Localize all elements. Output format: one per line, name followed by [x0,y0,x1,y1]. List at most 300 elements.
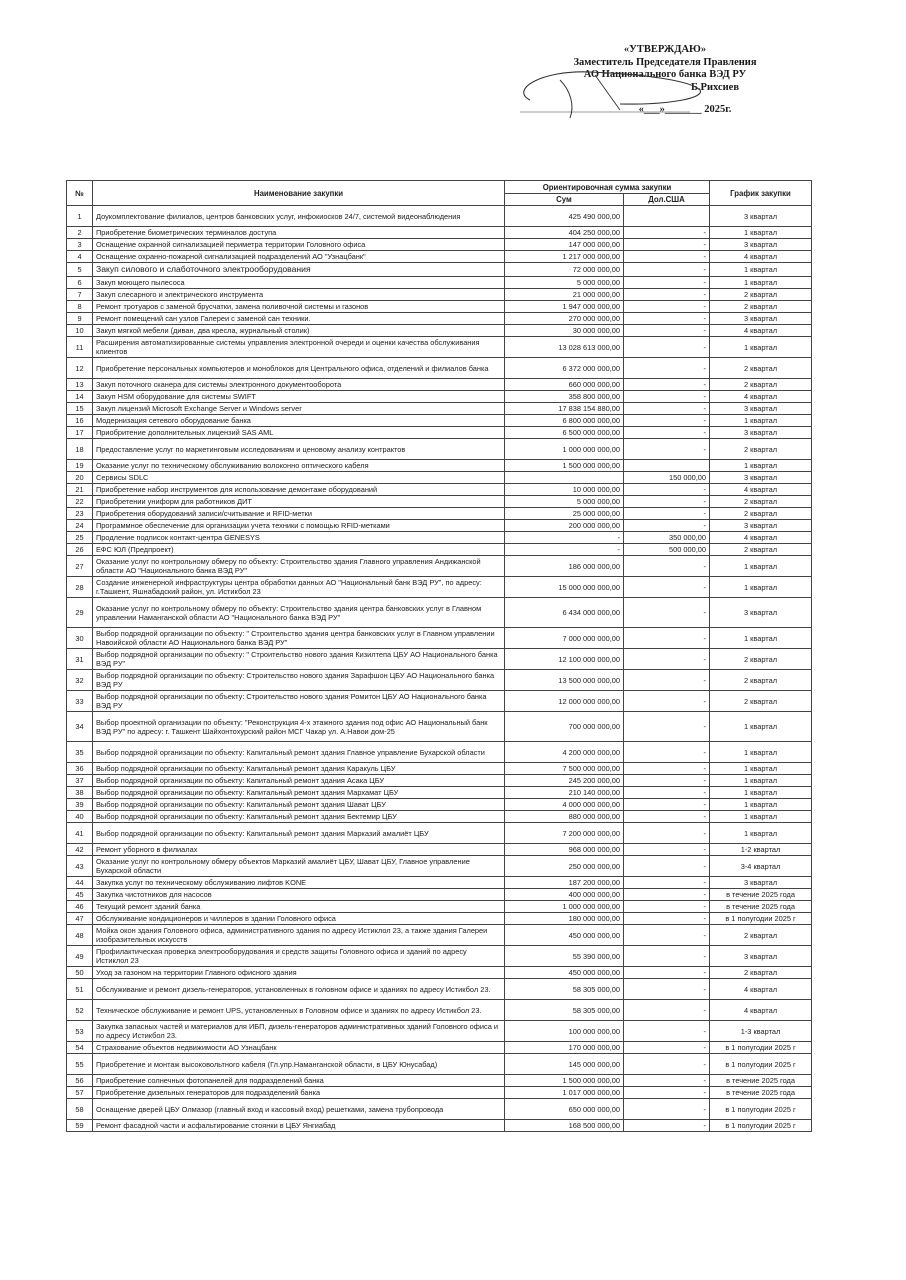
procurement-schedule: 2 квартал [710,544,812,556]
sum-uzs: 58 305 000,00 [505,1000,624,1021]
sum-usd: - [624,1000,710,1021]
row-number: 12 [67,358,93,379]
sum-uzs: 1 000 000 000,00 [505,901,624,913]
procurement-schedule: 1 квартал [710,823,812,844]
procurement-schedule: 3 квартал [710,877,812,889]
row-number: 14 [67,391,93,403]
procurement-schedule: 1 квартал [710,712,812,742]
row-number: 18 [67,439,93,460]
procurement-schedule: 1 квартал [710,577,812,598]
sum-usd: - [624,379,710,391]
procurement-name: ЕФС ЮЛ (Предпроект) [93,544,505,556]
sum-uzs: 1 017 000 000,00 [505,1087,624,1099]
sum-usd: - [624,520,710,532]
procurement-schedule: 2 квартал [710,691,812,712]
procurement-schedule: 1 квартал [710,460,812,472]
table-row [67,427,812,439]
procurement-name: Оснащение охранной сигнализацией периметра территории Головного офиса [93,239,505,251]
procurement-schedule: 1-3 квартал [710,1021,812,1042]
sum-uzs: 21 000 000,00 [505,289,624,301]
procurement-schedule: 2 квартал [710,301,812,313]
procurement-schedule: 2 квартал [710,358,812,379]
procurement-schedule: 1 квартал [710,787,812,799]
procurement-schedule: 2 квартал [710,289,812,301]
procurement-schedule: в течение 2025 года [710,889,812,901]
row-number: 27 [67,556,93,577]
procurement-name: Выбор подрядной организации по объекту: Капитальный ремонт здания Марказий амалиёт ЦБУ [93,823,505,844]
procurement-name: Закупка услуг по техническому обслуживанию лифтов KONE [93,877,505,889]
procurement-schedule: 4 квартал [710,1000,812,1021]
procurement-name: Закуп HSM оборудование для системы SWIFT [93,391,505,403]
sum-uzs: 12 000 000 000,00 [505,691,624,712]
sum-usd: - [624,1075,710,1087]
sum-usd: 350 000,00 [624,532,710,544]
procurement-schedule: в течение 2025 года [710,1087,812,1099]
table-row [67,1120,812,1132]
sum-usd: 150 000,00 [624,472,710,484]
table-row [67,763,812,775]
table-row [67,628,812,649]
row-number: 38 [67,787,93,799]
sum-usd: - [624,239,710,251]
sum-usd: - [624,1042,710,1054]
procurement-schedule: в течение 2025 года [710,1075,812,1087]
row-number: 37 [67,775,93,787]
row-number: 29 [67,598,93,628]
procurement-name: Выбор подрядной организации по объекту: Капитальный ремонт здания Бектемир ЦБУ [93,811,505,823]
sum-uzs: 660 000 000,00 [505,379,624,391]
header-number: № [67,181,93,206]
procurement-name: Закупка чистотников для насосов [93,889,505,901]
sum-uzs: 1 000 000 000,00 [505,439,624,460]
procurement-name: Выбор проектной организации по объекту: "Реконструкция 4-х этажного здания под офис АО Национальный банк ВЭД РУ" по адресу: г. Ташкент Шайхонтохурский район МСГ Чакар ул. А.Навои дом-25 [93,712,505,742]
procurement-schedule: 2 квартал [710,967,812,979]
sum-usd: - [624,670,710,691]
table-row [67,508,812,520]
signature-image [500,60,710,120]
table-row [67,415,812,427]
row-number: 25 [67,532,93,544]
sum-uzs: 187 200 000,00 [505,877,624,889]
row-number: 47 [67,913,93,925]
sum-usd: - [624,1087,710,1099]
procurement-schedule: 4 квартал [710,484,812,496]
procurement-name: Приобретение персональных компьютеров и моноблоков для Центрального офиса, отделений и филиалов банка [93,358,505,379]
sum-uzs: 147 000 000,00 [505,239,624,251]
sum-usd: - [624,313,710,325]
sum-usd: - [624,391,710,403]
table-row [67,460,812,472]
sum-uzs: 13 500 000 000,00 [505,670,624,691]
procurement-name: Сервисы SDLC [93,472,505,484]
sum-usd: - [624,889,710,901]
procurement-schedule: 2 квартал [710,670,812,691]
procurement-schedule: 4 квартал [710,391,812,403]
row-number: 22 [67,496,93,508]
sum-uzs: 13 028 613 000,00 [505,337,624,358]
procurement-name: Выбор подрядной организации по объекту: Капитальный ремонт здания Главное управление Бухарской области [93,742,505,763]
row-number: 30 [67,628,93,649]
row-number: 41 [67,823,93,844]
sum-uzs: 58 305 000,00 [505,979,624,1000]
procurement-name: Обслуживание и ремонт дизель-генераторов, установленных в головном офисе и зданиях по адресу Истикбол 23. [93,979,505,1000]
sum-uzs: 880 000 000,00 [505,811,624,823]
header-sum: Сум [505,194,624,206]
sum-usd: - [624,742,710,763]
table-row [67,544,812,556]
sum-uzs: 25 000 000,00 [505,508,624,520]
procurement-name: Закуп слесарного и электрического инструмента [93,289,505,301]
sum-uzs: 4 200 000 000,00 [505,742,624,763]
procurement-name: Профилактическая проверка электрооборудования и средств защиты Головного офиса и зданий по адресу Истиклол 23 [93,946,505,967]
row-number: 17 [67,427,93,439]
procurement-schedule: в 1 полугодии 2025 г [710,1042,812,1054]
procurement-name: Страхование объектов недвижимости АО Узнацбанк [93,1042,505,1054]
procurement-schedule: 1 квартал [710,415,812,427]
table-row [67,301,812,313]
sum-usd: - [624,301,710,313]
approver-organization: АО Национального банка ВЭД РУ [583,69,747,81]
row-number: 2 [67,227,93,239]
header-sum-group: Ориентировочная сумма закупки [505,181,710,194]
procurement-name: Приобретении униформ для работников ДИТ [93,496,505,508]
sum-uzs: 404 250 000,00 [505,227,624,239]
row-number: 39 [67,799,93,811]
sum-usd: - [624,263,710,277]
sum-usd: - [624,577,710,598]
sum-uzs [505,472,624,484]
procurement-schedule: 3 квартал [710,427,812,439]
table-row [67,844,812,856]
row-number: 6 [67,277,93,289]
table-row [67,787,812,799]
sum-usd: - [624,967,710,979]
sum-usd: - [624,1021,710,1042]
sum-usd: - [624,227,710,239]
row-number: 54 [67,1042,93,1054]
sum-uzs: 968 000 000,00 [505,844,624,856]
sum-usd: - [624,691,710,712]
table-row [67,889,812,901]
sum-uzs: 12 100 000 000,00 [505,649,624,670]
row-number: 11 [67,337,93,358]
procurement-name: Предоставление услуг по маркетинговым исследованиям и ценовому анализу контрактов [93,439,505,460]
procurement-schedule: 2 квартал [710,925,812,946]
table-row [67,577,812,598]
sum-usd: - [624,439,710,460]
procurement-schedule: 2 квартал [710,379,812,391]
procurement-name: Оказание услуг по контрольному обмеру объектов Марказий амалиёт ЦБУ, Шават ЦБУ, Главное управление Бухарской области [93,856,505,877]
procurement-table [66,180,812,1132]
approver-name: Б.Рихсиев [690,81,740,93]
procurement-name: Доукомплектование филиалов, центров банковских услуг, инфокиосков 24/7, системой видеонаблюдения [93,206,505,227]
procurement-schedule: 3 квартал [710,520,812,532]
procurement-name: Выбор подрядной организации по объекту: Строительство нового здания Зарафшон ЦБУ АО Национального банка ВЭД РУ [93,670,505,691]
row-number: 5 [67,263,93,277]
procurement-name: Приобретение набор инструментов для использование демонтаже оборудований [93,484,505,496]
table-row [67,263,812,277]
table-row [67,556,812,577]
procurement-schedule: 3 квартал [710,598,812,628]
sum-uzs: 250 000 000,00 [505,856,624,877]
row-number: 16 [67,415,93,427]
table-row [67,649,812,670]
table-row [67,358,812,379]
row-number: 8 [67,301,93,313]
table-row [67,823,812,844]
row-number: 10 [67,325,93,337]
sum-usd: - [624,277,710,289]
table-row [67,1042,812,1054]
sum-usd: - [624,1054,710,1075]
table-row [67,670,812,691]
sum-uzs: 170 000 000,00 [505,1042,624,1054]
sum-uzs: 650 000 000,00 [505,1099,624,1120]
procurement-schedule: 1 квартал [710,775,812,787]
procurement-name: Выбор подрядной организации по объекту: Строительство нового здания Ромитон ЦБУ АО Национального банка ВЭД РУ [93,691,505,712]
procurement-name: Приобретение биометрических терминалов доступа [93,227,505,239]
row-number: 51 [67,979,93,1000]
procurement-schedule: в 1 полугодии 2025 г [710,1054,812,1075]
sum-usd: - [624,556,710,577]
procurement-name: Закуп мягкой мебели (диван, два кресла, журнальный столик) [93,325,505,337]
procurement-schedule: в течение 2025 года [710,901,812,913]
sum-uzs: 400 000 000,00 [505,889,624,901]
sum-uzs: 7 500 000 000,00 [505,763,624,775]
procurement-name: Приобретение и монтаж высоковольтного кабеля (Гл.упр.Наманганской области, в ЦБУ Юнусабад) [93,1054,505,1075]
sum-usd: - [624,358,710,379]
row-number: 34 [67,712,93,742]
sum-usd: - [624,712,710,742]
sum-uzs: 425 490 000,00 [505,206,624,227]
table-row [67,946,812,967]
sum-uzs: 168 500 000,00 [505,1120,624,1132]
sum-usd: - [624,484,710,496]
table-row [67,484,812,496]
row-number: 36 [67,763,93,775]
sum-usd: - [624,598,710,628]
sum-usd: - [624,649,710,670]
sum-usd: - [624,763,710,775]
table-row [67,289,812,301]
table-row [67,496,812,508]
row-number: 48 [67,925,93,946]
procurement-name: Выбор подрядной организации по объекту: " Строительство нового здания Кизилтепа ЦБУ АО Национального банка ВЭД РУ" [93,649,505,670]
procurement-name: Продление подписок контакт-центра GENESYS [93,532,505,544]
table-row [67,799,812,811]
procurement-schedule: 1 квартал [710,227,812,239]
sum-usd: - [624,775,710,787]
procurement-name: Обслуживание кондиционеров и чиллеров в здании Головного офиса [93,913,505,925]
procurement-name: Выбор подрядной организации по объекту: Капитальный ремонт здания Шават ЦБУ [93,799,505,811]
procurement-schedule: 1 квартал [710,763,812,775]
table-row [67,251,812,263]
row-number: 4 [67,251,93,263]
table-row [67,856,812,877]
sum-uzs: 5 000 000,00 [505,277,624,289]
procurement-schedule: 4 квартал [710,325,812,337]
row-number: 53 [67,1021,93,1042]
procurement-name: Техническое обслуживание и ремонт UPS, установленных в Головном офисе и зданиях по адресу Истикбол 23. [93,1000,505,1021]
sum-usd: - [624,823,710,844]
procurement-schedule: в 1 полугодии 2025 г [710,1099,812,1120]
sum-uzs: 1 500 000 000,00 [505,1075,624,1087]
sum-uzs: 6 372 000 000,00 [505,358,624,379]
sum-uzs: - [505,532,624,544]
sum-uzs: 200 000 000,00 [505,520,624,532]
procurement-schedule: 2 квартал [710,649,812,670]
sum-uzs: 210 140 000,00 [505,787,624,799]
sum-usd: - [624,289,710,301]
sum-uzs: 270 000 000,00 [505,313,624,325]
table-row [67,967,812,979]
sum-usd: - [624,427,710,439]
row-number: 46 [67,901,93,913]
sum-usd: - [624,901,710,913]
table-row [67,901,812,913]
procurement-schedule: 3 квартал [710,472,812,484]
procurement-schedule: 1 квартал [710,263,812,277]
table-row [67,206,812,227]
procurement-name: Создание инженерной инфраструктуры центра обработки данных АО "Национальный банк ВЭД РУ", по адресу: г.Ташкент, Яшнабадский район, ул. Истикбол 23 [93,577,505,598]
sum-usd: - [624,787,710,799]
table-row [67,277,812,289]
procurement-schedule: 1 квартал [710,811,812,823]
procurement-name: Закуп силового и слаботочного электрооборудования [93,263,505,277]
table-row [67,877,812,889]
sum-usd: - [624,811,710,823]
row-number: 44 [67,877,93,889]
row-number: 1 [67,206,93,227]
sum-uzs: 1 947 000 000,00 [505,301,624,313]
procurement-name: Приобретения оборудований записи/считывание и RFID-метки [93,508,505,520]
row-number: 9 [67,313,93,325]
procurement-name: Оснащение дверей ЦБУ Олмазор (главный вход и кассовый вход) решетками, замена трубопровода [93,1099,505,1120]
table-row [67,439,812,460]
row-number: 26 [67,544,93,556]
procurement-schedule: 3-4 квартал [710,856,812,877]
sum-usd [624,460,710,472]
sum-uzs: 450 000 000,00 [505,925,624,946]
sum-uzs: 17 838 154 880,00 [505,403,624,415]
table-row [67,1021,812,1042]
procurement-schedule: в 1 полугодии 2025 г [710,913,812,925]
row-number: 13 [67,379,93,391]
table-row [67,403,812,415]
procurement-name: Уход за газоном на территории Главного офисного здания [93,967,505,979]
row-number: 55 [67,1054,93,1075]
approver-position: Заместитель Председателя Правления [573,56,757,68]
header-schedule: График закупки [710,181,812,206]
procurement-name: Ремонт уборного в филиалах [93,844,505,856]
procurement-schedule: 1 квартал [710,628,812,649]
procurement-schedule: 4 квартал [710,251,812,263]
sum-usd: - [624,1099,710,1120]
table-row [67,913,812,925]
sum-uzs: 4 000 000 000,00 [505,799,624,811]
sum-uzs: 72 000 000,00 [505,263,624,277]
sum-uzs: 100 000 000,00 [505,1021,624,1042]
row-number: 50 [67,967,93,979]
sum-usd: - [624,251,710,263]
row-number: 32 [67,670,93,691]
table-row [67,337,812,358]
table-row [67,1099,812,1120]
procurement-schedule: в 1 полугодии 2025 г [710,1120,812,1132]
procurement-name: Приобретение солнечных фотопанелей для подразделений банка [93,1075,505,1087]
procurement-name: Выбор подрядной организации по объекту: Капитальный ремонт здания Мархамат ЦБУ [93,787,505,799]
table-row [67,472,812,484]
procurement-name: Закуп лицензий Microsoft Exchange Server и Windows server [93,403,505,415]
procurement-name: Ремонт помещений сан узлов Галереи с заменой сан техники. [93,313,505,325]
procurement-name: Оказание услуг по техническому обслуживанию волоконно оптического кабеля [93,460,505,472]
sum-usd: - [624,925,710,946]
sum-uzs: 145 000 000,00 [505,1054,624,1075]
header-usd: Дол.США [624,194,710,206]
sum-uzs: 55 390 000,00 [505,946,624,967]
procurement-schedule: 3 квартал [710,946,812,967]
table-row [67,325,812,337]
sum-uzs: 10 000 000,00 [505,484,624,496]
procurement-schedule: 1-2 квартал [710,844,812,856]
approval-date: «___»_______ 2025г. [638,104,732,116]
procurement-schedule: 3 квартал [710,403,812,415]
table-row [67,775,812,787]
sum-usd: - [624,628,710,649]
procurement-name: Мойка окон здания Головного офиса, административного здания по адресу Истиклол 23, а также здания Галереи изобразительных искусств [93,925,505,946]
procurement-schedule: 1 квартал [710,277,812,289]
procurement-name: Закуп поточного сканера для системы электронного документооборота [93,379,505,391]
procurement-schedule: 3 квартал [710,313,812,325]
procurement-schedule: 2 квартал [710,508,812,520]
table-row [67,520,812,532]
sum-uzs: 6 800 000 000,00 [505,415,624,427]
sum-uzs: 700 000 000,00 [505,712,624,742]
procurement-name: Ремонт фасадной части и асфальтирование стоянки в ЦБУ Янгиабад [93,1120,505,1132]
sum-uzs: 7 200 000 000,00 [505,823,624,844]
sum-uzs: 245 200 000,00 [505,775,624,787]
table-row [67,391,812,403]
procurement-name: Закуп моющего пылесоса [93,277,505,289]
procurement-name: Ремонт тротуаров с заменой брусчатки, замена поливочной системы и газонов [93,301,505,313]
table-row [67,742,812,763]
procurement-name: Закупка запасных частей и материалов для ИБП, дизель-генераторов административных зданий Головного офиса и по адресу Истикбол 23. [93,1021,505,1042]
row-number: 19 [67,460,93,472]
sum-uzs: 1 500 000 000,00 [505,460,624,472]
table-row [67,811,812,823]
row-number: 35 [67,742,93,763]
approval-title: «УТВЕРЖДАЮ» [623,44,707,55]
table-row [67,1000,812,1021]
row-number: 52 [67,1000,93,1021]
sum-uzs: 358 800 000,00 [505,391,624,403]
table-row [67,712,812,742]
table-body [67,206,812,1132]
sum-usd: - [624,844,710,856]
procurement-schedule: 3 квартал [710,206,812,227]
procurement-schedule: 1 квартал [710,799,812,811]
procurement-name: Оснащение охранно-пожарной сигнализацией подразделений АО "Узнацбанк" [93,251,505,263]
row-number: 57 [67,1087,93,1099]
procurement-schedule: 1 квартал [710,556,812,577]
row-number: 15 [67,403,93,415]
header-name: Наименование закупки [93,181,505,206]
row-number: 33 [67,691,93,712]
procurement-name: Приобретение дизельных генераторов для подразделений банка [93,1087,505,1099]
sum-usd: - [624,325,710,337]
sum-uzs: 1 217 000 000,00 [505,251,624,263]
table-row [67,1075,812,1087]
